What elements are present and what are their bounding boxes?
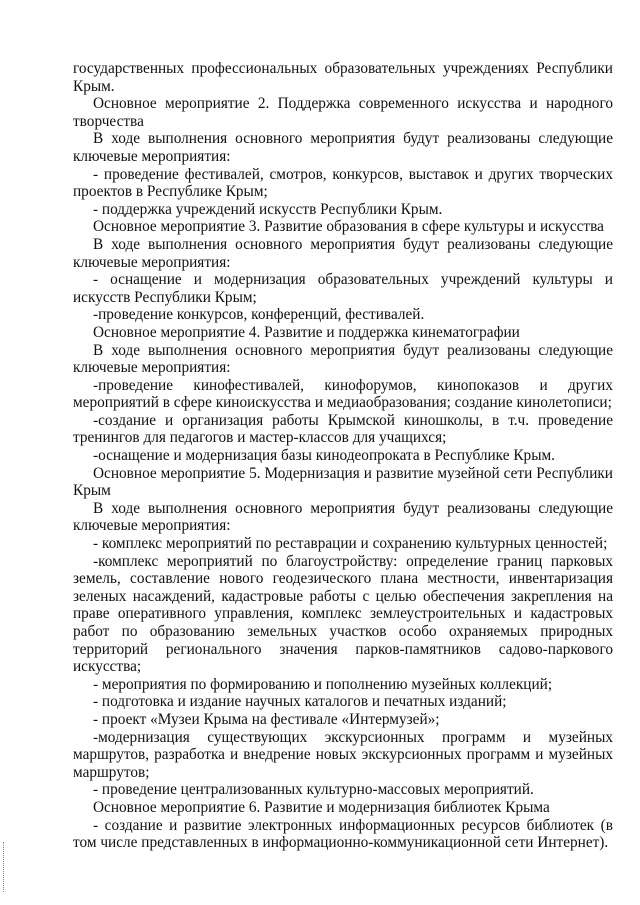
list-item: - поддержка учреждений искусств Республики Крым. — [93, 200, 443, 218]
list-item: - оснащение и модернизация образовательных учреждений культуры и искусств Республики Крым; — [73, 271, 613, 306]
heading-activity-5: Основное мероприятие 5. Модернизация и развитие музейной сети Республики Крым — [73, 464, 613, 500]
paragraph: В ходе выполнения основного мероприятия будут реализованы следующие ключевые мероприятия: — [73, 341, 613, 377]
margin-scan-mark — [3, 842, 5, 892]
list-item: -оснащение и модернизация базы кинодеопроката в Республике Крым. — [93, 447, 555, 465]
list-item: -проведение конкурсов, конференций, фестивалей. — [93, 306, 425, 324]
paragraph: В ходе выполнения основного мероприятия будут реализованы следующие ключевые мероприятия: — [73, 499, 613, 535]
list-item: - проект «Музеи Крыма на фестивале «Интермузей»; — [93, 710, 440, 728]
list-item: - проведение централизованных культурно-массовых мероприятий. — [93, 781, 534, 799]
list-item: -модернизация существующих экскурсионных программ и музейных маршрутов, разработка и внедрение новых экскурсионных программ и музейных маршрутов; — [73, 728, 613, 781]
list-item: -создание и организация работы Крымской киношколы, в т.ч. проведение тренингов для педагогов и мастер-классов для учащихся; — [73, 411, 613, 447]
list-item: - подготовка и издание научных каталогов и печатных изданий; — [93, 693, 507, 711]
list-item: - создание и развитие электронных информационных ресурсов библиотек (в том числе представленных в информационно-коммуникационной сети Интернет). — [73, 816, 613, 852]
document-page — [73, 60, 613, 852]
heading-activity-3: Основное мероприятие 3. Развитие образования в сфере культуры и искусства — [93, 218, 604, 236]
paragraph: государственных профессиональных образовательных учреждениях Республики Крым. — [73, 60, 613, 95]
list-item: -комплекс мероприятий по благоустройству: определение границ парковых земель, составление нового геодезического плана местности, инвентаризация зеленых насаждений, кадастровые работы с целью обеспечения закрепления на праве оперативного управления, комплекс землеустроительных и кадастровых работ по образованию земельных участков особо охраняемых природных территорий регионального значения парков-памятников садово-паркового искусства; — [73, 552, 613, 676]
heading-activity-4: Основное мероприятие 4. Развитие и поддержка кинематографии — [93, 323, 520, 341]
heading-activity-2: Основное мероприятие 2. Поддержка современного искусства и народного творчества — [73, 95, 613, 130]
paragraph: В ходе выполнения основного мероприятия будут реализованы следующие ключевые мероприятия: — [73, 130, 613, 165]
list-item: - проведение фестивалей, смотров, конкурсов, выставок и других творческих проектов в Республике Крым; — [73, 165, 613, 201]
paragraph: В ходе выполнения основного мероприятия будут реализованы следующие ключевые мероприятия: — [73, 235, 613, 271]
heading-activity-6: Основное мероприятие 6. Развитие и модернизация библиотек Крыма — [93, 798, 550, 816]
list-item: - мероприятия по формированию и пополнению музейных коллекций; — [93, 675, 553, 693]
list-item: - комплекс мероприятий по реставрации и сохранению культурных ценностей; — [93, 535, 608, 553]
list-item: -проведение кинофестивалей, кинофорумов, кинопоказов и других мероприятий в сфере киноискусства и медиаобразования; создание кинолетописи; — [73, 376, 613, 412]
